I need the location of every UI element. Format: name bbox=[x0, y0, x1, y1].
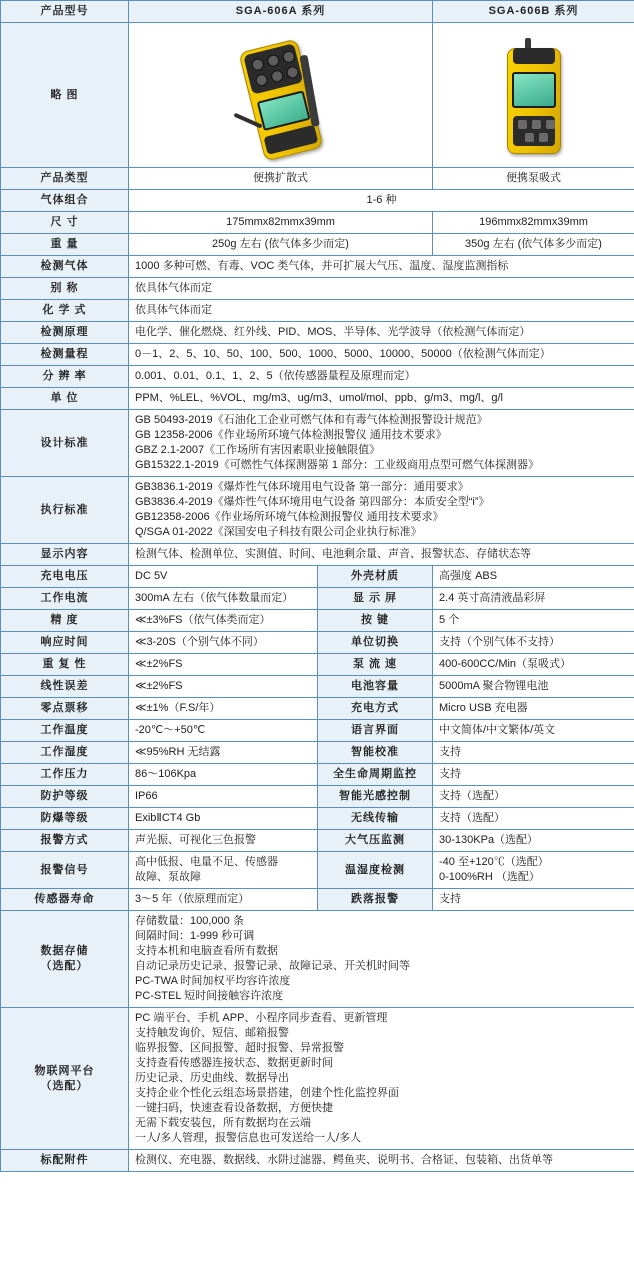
table-row bbox=[1, 212, 634, 234]
size-label: 尺 寸 bbox=[1, 212, 129, 234]
smart-calibration-label: 智能校准 bbox=[318, 742, 433, 764]
product-type-a: 便携扩散式 bbox=[129, 168, 433, 190]
design-standard-line: GB 50493-2019《石油化工企业可燃气体和有毒气体检测报警设计规范》 bbox=[135, 414, 488, 426]
table-row bbox=[1, 544, 634, 566]
iot-platform-label-line2: （选配） bbox=[40, 1079, 89, 1092]
data-storage-line: PC-STEL 短时间接触容许浓度 bbox=[135, 990, 284, 1002]
model-b-title: SGA-606B 系列 bbox=[433, 1, 634, 23]
table-row bbox=[1, 764, 634, 786]
data-storage-line: 自动记录历史记录、报警记录、故障记录、开关机时间等 bbox=[135, 960, 410, 972]
exec-standard-value bbox=[129, 477, 634, 544]
alarm-mode-value: 声光振、可视化三色报警 bbox=[129, 830, 318, 852]
language-value: 中文简体/中文繁体/英文 bbox=[433, 720, 634, 742]
display-screen-value: 2.4 英寸高清液晶彩屏 bbox=[433, 588, 634, 610]
work-current-label: 工作电流 bbox=[1, 588, 129, 610]
iot-platform-line: PC 端平台、手机 APP、小程序同步查看、更新管理 bbox=[135, 1012, 388, 1024]
unit-switch-value: 支持（个别气体不支持） bbox=[433, 632, 634, 654]
formula-value: 依具体气体而定 bbox=[129, 300, 634, 322]
data-storage-label bbox=[1, 911, 129, 1008]
table-row bbox=[1, 610, 634, 632]
table-row bbox=[1, 344, 634, 366]
table-row bbox=[1, 256, 634, 278]
accessories-value: 检测仪、充电器、数据线、水阱过滤器、鳄鱼夹、说明书、合格证、包装箱、出货单等 bbox=[129, 1150, 634, 1172]
principle-value: 电化学、催化燃烧、红外线、PID、MOS、半导体、光学波导（依检测气体而定） bbox=[129, 322, 634, 344]
table-row bbox=[1, 808, 634, 830]
unit-label: 单 位 bbox=[1, 388, 129, 410]
smart-light-control-label: 智能光感控制 bbox=[318, 786, 433, 808]
iot-platform-line: 一键扫码，快速查看设备数据，方便快捷 bbox=[135, 1102, 333, 1114]
table-row bbox=[1, 676, 634, 698]
product-image-a bbox=[129, 23, 433, 168]
alarm-mode-label: 报警方式 bbox=[1, 830, 129, 852]
charge-voltage-value: DC 5V bbox=[129, 566, 318, 588]
lifecycle-monitor-value: 支持 bbox=[433, 764, 634, 786]
table-row bbox=[1, 742, 634, 764]
iot-platform-label-line1: 物联网平台 bbox=[34, 1064, 95, 1077]
size-a: 175mmx82mmx39mm bbox=[129, 212, 433, 234]
table-row bbox=[1, 388, 634, 410]
shell-material-value: 高强度 ABS bbox=[433, 566, 634, 588]
table-row bbox=[1, 566, 634, 588]
charge-voltage-label: 充电电压 bbox=[1, 566, 129, 588]
language-label: 语言界面 bbox=[318, 720, 433, 742]
work-temp-label: 工作温度 bbox=[1, 720, 129, 742]
design-standard-line: GB15322.1-2019《可燃性气体探测器第 1 部分：工业级商用点型可燃气体探测器》 bbox=[135, 459, 540, 471]
table-row bbox=[1, 830, 634, 852]
detect-gas-label: 检测气体 bbox=[1, 256, 129, 278]
zero-drift-label: 零点票移 bbox=[1, 698, 129, 720]
detect-gas-value: 1000 多种可燃、有毒、VOC 类气体，并可扩展大气压、温度、湿度监测指标 bbox=[129, 256, 634, 278]
alias-label: 别 称 bbox=[1, 278, 129, 300]
linear-error-label: 线性误差 bbox=[1, 676, 129, 698]
model-a-title: SGA-606A 系列 bbox=[129, 1, 433, 23]
iot-platform-line: 无需下载安装包，所有数据均在云端 bbox=[135, 1117, 311, 1129]
table-row bbox=[1, 588, 634, 610]
data-storage-line: 存储数量：100,000 条 bbox=[135, 915, 244, 927]
gas-combo-value: 1-6 种 bbox=[129, 190, 634, 212]
charge-mode-label: 充电方式 bbox=[318, 698, 433, 720]
exec-standard-line: GB3836.1-2019《爆炸性气体环境用电气设备 第一部分：通用要求》 bbox=[135, 481, 469, 493]
pressure-monitor-label: 大气压监测 bbox=[318, 830, 433, 852]
table-row bbox=[1, 852, 634, 889]
iot-platform-line: 历史记录、历史曲线、数据导出 bbox=[135, 1072, 289, 1084]
table-row bbox=[1, 889, 634, 911]
temp-humi-detect-label: 温湿度检测 bbox=[318, 852, 433, 889]
ip-rating-value: IP66 bbox=[129, 786, 318, 808]
table-row bbox=[1, 654, 634, 676]
table-row bbox=[1, 1008, 634, 1150]
sensor-life-label: 传感器寿命 bbox=[1, 889, 129, 911]
table-row bbox=[1, 911, 634, 1008]
exec-standard-line: GB3836.4-2019《爆炸性气体环境用电气设备 第四部分：本质安全型“i”》 bbox=[135, 496, 490, 508]
pump-flow-label: 泵 流 速 bbox=[318, 654, 433, 676]
zero-drift-value: ≪±1%（F.S/年） bbox=[129, 698, 318, 720]
wireless-label: 无线传输 bbox=[318, 808, 433, 830]
response-time-value: ≪3-20S（个别气体不同） bbox=[129, 632, 318, 654]
product-type-label: 产品类型 bbox=[1, 168, 129, 190]
table-row bbox=[1, 366, 634, 388]
fall-alarm-value: 支持 bbox=[433, 889, 634, 911]
work-humidity-value: ≪95%RH 无结露 bbox=[129, 742, 318, 764]
table-row bbox=[1, 720, 634, 742]
response-time-label: 响应时间 bbox=[1, 632, 129, 654]
alarm-signal-label: 报警信号 bbox=[1, 852, 129, 889]
table-row bbox=[1, 632, 634, 654]
display-content-label: 显示内容 bbox=[1, 544, 129, 566]
principle-label: 检测原理 bbox=[1, 322, 129, 344]
portable-pump-detector bbox=[501, 28, 567, 158]
table-row bbox=[1, 698, 634, 720]
portable-diffusion-detector bbox=[245, 30, 317, 156]
fall-alarm-label: 跌落报警 bbox=[318, 889, 433, 911]
accuracy-label: 精 度 bbox=[1, 610, 129, 632]
ex-rating-label: 防爆等级 bbox=[1, 808, 129, 830]
table-row bbox=[1, 786, 634, 808]
display-screen-label: 显 示 屏 bbox=[318, 588, 433, 610]
sensor-life-value: 3～5 年（依原理而定） bbox=[129, 889, 318, 911]
iot-platform-line: 支持触发询价、短信、邮箱报警 bbox=[135, 1027, 289, 1039]
table-row bbox=[1, 1, 634, 23]
unit-value: PPM、%LEL、%VOL、mg/m3、ug/m3、umol/mol、ppb、g/m3、mg/l、g/l bbox=[129, 388, 634, 410]
exec-standard-label: 执行标准 bbox=[1, 477, 129, 544]
wireless-value: 支持（选配） bbox=[433, 808, 634, 830]
iot-platform-line: 一人/多人管理，报警信息也可发送给一人/多人 bbox=[135, 1132, 362, 1144]
smart-calibration-value: 支持 bbox=[433, 742, 634, 764]
temp-humi-detect-value bbox=[433, 852, 634, 889]
data-storage-line: 间隔时间：1-999 秒可调 bbox=[135, 930, 255, 942]
table-row bbox=[1, 477, 634, 544]
iot-platform-value bbox=[129, 1008, 634, 1150]
formula-label: 化 学 式 bbox=[1, 300, 129, 322]
alarm-signal-value bbox=[129, 852, 318, 889]
ip-rating-label: 防护等级 bbox=[1, 786, 129, 808]
exec-standard-line: GB12358-2006《作业场所环境气体检测报警仪 通用技术要求》 bbox=[135, 511, 444, 523]
alias-value: 依具体气体而定 bbox=[129, 278, 634, 300]
alarm-signal-line: 故障、泵故障 bbox=[135, 871, 201, 883]
design-standard-value bbox=[129, 410, 634, 477]
work-humidity-label: 工作湿度 bbox=[1, 742, 129, 764]
unit-switch-label: 单位切换 bbox=[318, 632, 433, 654]
table-row bbox=[1, 278, 634, 300]
exec-standard-line: Q/SGA 01-2022《深国安电子科技有限公司企业执行标准》 bbox=[135, 526, 422, 538]
gas-combo-label: 气体组合 bbox=[1, 190, 129, 212]
iot-platform-line: 临界报警、区间报警、超时报警、异常报警 bbox=[135, 1042, 344, 1054]
design-standard-line: GB 12358-2006《作业场所环境气体检测报警仪 通用技术要求》 bbox=[135, 429, 447, 441]
table-row bbox=[1, 234, 634, 256]
smart-light-control-value: 支持（选配） bbox=[433, 786, 634, 808]
work-pressure-label: 工作压力 bbox=[1, 764, 129, 786]
iot-platform-label bbox=[1, 1008, 129, 1150]
display-content-value: 检测气体、检测单位、实测值、时间、电池剩余量、声音、报警状态、存储状态等 bbox=[129, 544, 634, 566]
charge-mode-value: Micro USB 充电器 bbox=[433, 698, 634, 720]
iot-platform-line: 支持查看传感器连接状态、数据更新时间 bbox=[135, 1057, 333, 1069]
temp-humi-line: -40 至+120℃（选配） bbox=[439, 856, 549, 868]
work-temp-value: -20℃～+50℃ bbox=[129, 720, 318, 742]
product-image-b bbox=[433, 23, 634, 168]
table-row bbox=[1, 410, 634, 477]
range-label: 检测量程 bbox=[1, 344, 129, 366]
table-row bbox=[1, 23, 634, 168]
product-type-b: 便携泵吸式 bbox=[433, 168, 634, 190]
table-row bbox=[1, 168, 634, 190]
size-b: 196mmx82mmx39mm bbox=[433, 212, 634, 234]
battery-capacity-label: 电池容量 bbox=[318, 676, 433, 698]
repeatability-value: ≪±2%FS bbox=[129, 654, 318, 676]
weight-a: 250g 左右 (依气体多少而定) bbox=[129, 234, 433, 256]
resolution-value: 0.001、0.01、0.1、1、2、5（依传感器量程及原理而定） bbox=[129, 366, 634, 388]
table-row bbox=[1, 1150, 634, 1172]
ex-rating-value: ExibⅡCT4 Gb bbox=[129, 808, 318, 830]
shell-material-label: 外壳材质 bbox=[318, 566, 433, 588]
table-row bbox=[1, 322, 634, 344]
work-current-value: 300mA 左右（依气体数量而定） bbox=[129, 588, 318, 610]
design-standard-label: 设计标准 bbox=[1, 410, 129, 477]
design-standard-line: GBZ 2.1-2007《工作场所有害因素职业接触限值》 bbox=[135, 444, 381, 456]
alarm-signal-line: 高中低报、电量不足、传感器 bbox=[135, 856, 278, 868]
range-value: 0－1、2、5、10、50、100、500、1000、5000、10000、50000（依检测气体而定） bbox=[129, 344, 634, 366]
accessories-label: 标配附件 bbox=[1, 1150, 129, 1172]
data-storage-line: 支持本机和电脑查看所有数据 bbox=[135, 945, 278, 957]
temp-humi-line: 0-100%RH （选配） bbox=[439, 871, 540, 883]
data-storage-line: PC-TWA 时间加权平均容许浓度 bbox=[135, 975, 291, 987]
resolution-label: 分 辨 率 bbox=[1, 366, 129, 388]
iot-platform-line: 支持企业个性化云组态场景搭建，创建个性化监控界面 bbox=[135, 1087, 399, 1099]
diagram-label: 略 图 bbox=[1, 23, 129, 168]
keys-value: 5 个 bbox=[433, 610, 634, 632]
data-storage-label-line1: 数据存储 bbox=[40, 945, 89, 957]
accuracy-value: ≪±3%FS（依气体类而定） bbox=[129, 610, 318, 632]
weight-label: 重 量 bbox=[1, 234, 129, 256]
lifecycle-monitor-label: 全生命周期监控 bbox=[318, 764, 433, 786]
work-pressure-value: 86～106Kpa bbox=[129, 764, 318, 786]
battery-capacity-value: 5000mA 聚合物锂电池 bbox=[433, 676, 634, 698]
data-storage-value bbox=[129, 911, 634, 1008]
keys-label: 按 键 bbox=[318, 610, 433, 632]
model-label: 产品型号 bbox=[1, 1, 129, 23]
table-row bbox=[1, 190, 634, 212]
table-row bbox=[1, 300, 634, 322]
repeatability-label: 重 复 性 bbox=[1, 654, 129, 676]
linear-error-value: ≪±2%FS bbox=[129, 676, 318, 698]
weight-b: 350g 左右 (依气体多少而定) bbox=[433, 234, 634, 256]
data-storage-label-line2: （选配） bbox=[40, 960, 89, 972]
pressure-monitor-value: 30-130KPa（选配） bbox=[433, 830, 634, 852]
pump-flow-value: 400-600CC/Min（泵吸式） bbox=[433, 654, 634, 676]
